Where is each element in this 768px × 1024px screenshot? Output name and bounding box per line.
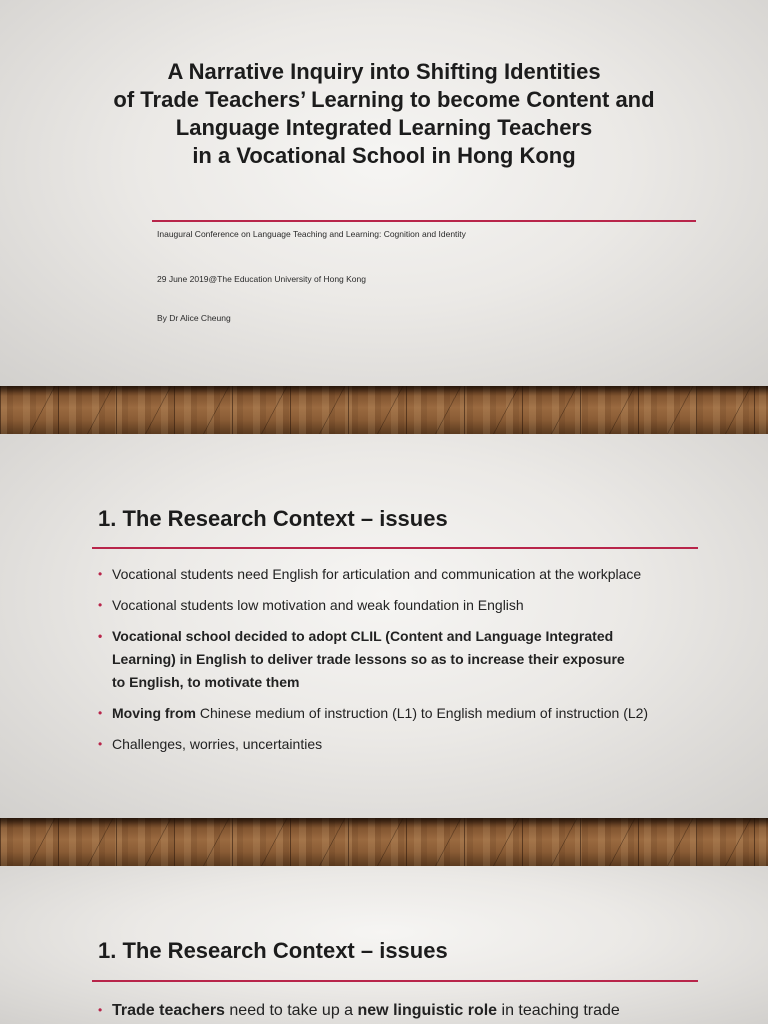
- wood-floor-divider: [0, 386, 768, 434]
- date-venue: 29 June 2019@The Education University of Hong Kong: [157, 274, 366, 284]
- bullet-icon: •: [98, 706, 103, 720]
- conference-name: Inaugural Conference on Language Teaching and Learning: Cognition and Identity: [157, 229, 466, 239]
- bullet-bold-text: new linguistic role: [357, 1002, 498, 1019]
- bullet-list: [98, 563, 698, 756]
- list-item: [98, 733, 698, 756]
- presentation-title: [40, 58, 728, 170]
- bullet-text: Vocational students low motivation and weak foundation in English: [112, 597, 524, 613]
- title-slide: [0, 0, 768, 386]
- title-line: A Narrative Inquiry into Shifting Identities: [167, 59, 601, 84]
- bullet-text: need to take up a: [224, 1002, 358, 1019]
- bullet-text: in teaching trade: [497, 1002, 620, 1019]
- bullet-icon: •: [98, 567, 103, 581]
- heading-divider: [92, 980, 698, 982]
- bullet-icon: •: [98, 737, 103, 751]
- list-item: [98, 702, 698, 725]
- wood-floor-divider: [0, 818, 768, 866]
- title-line: in a Vocational School in Hong Kong: [192, 143, 576, 168]
- title-divider: [152, 220, 696, 222]
- bullet-bold-text: Trade teachers: [112, 1002, 225, 1019]
- bullet-text: Challenges, worries, uncertainties: [112, 736, 323, 752]
- bullet-text: Chinese medium of instruction (L1) to English medium of instruction (L2): [196, 705, 649, 721]
- bullet-icon: •: [98, 629, 103, 643]
- slide-heading: 1. The Research Context – issues: [98, 938, 448, 963]
- research-context-slide-2: [0, 866, 768, 1024]
- bullet-text: Vocational students need English for articulation and communication at the workplace: [112, 566, 642, 582]
- author: By Dr Alice Cheung: [157, 313, 231, 323]
- bullet-text: Vocational school decided to adopt CLIL (Content and Language Integrated: [112, 628, 614, 644]
- bullet-bold-text: Moving from: [112, 705, 196, 721]
- research-context-slide: [0, 434, 768, 818]
- slide-heading: 1. The Research Context – issues: [98, 506, 448, 531]
- list-item: [98, 563, 698, 586]
- bullet-text: to English, to motivate them: [112, 674, 300, 690]
- bullet-icon: •: [98, 1003, 103, 1017]
- title-line: Language Integrated Learning Teachers: [175, 115, 593, 140]
- title-line: of Trade Teachers’ Learning to become Content and: [113, 87, 655, 112]
- bullet-icon: •: [98, 598, 103, 612]
- bullet-list: [98, 999, 698, 1022]
- list-item: [98, 625, 698, 694]
- list-item: [98, 594, 698, 617]
- heading-divider: [92, 547, 698, 549]
- list-item: [98, 999, 698, 1022]
- bullet-text: Learning) in English to deliver trade lessons so as to increase their exposure: [112, 651, 625, 667]
